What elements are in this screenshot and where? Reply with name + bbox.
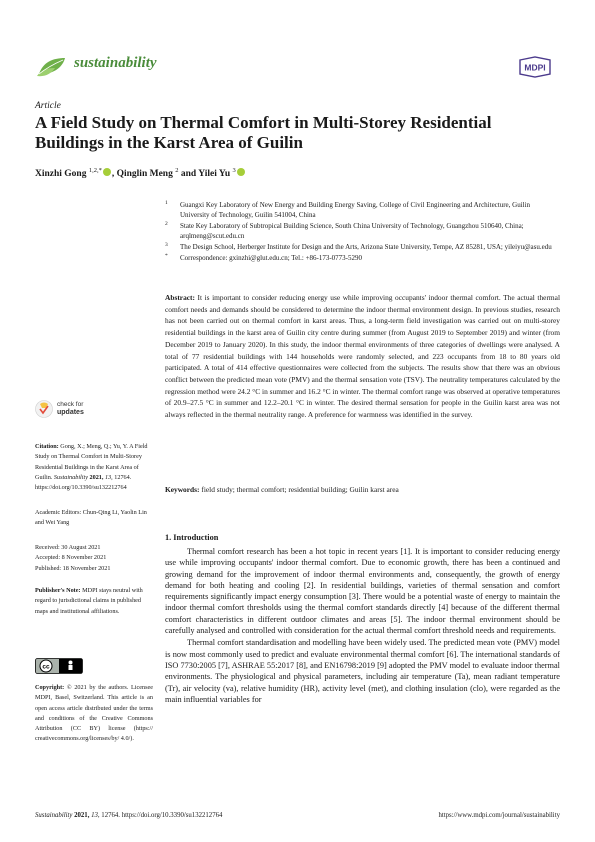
publisher-note xyxy=(35,586,153,617)
published-date: Published: 18 November 2021 xyxy=(35,564,111,572)
body-paragraph: Thermal comfort standardisation and modelling have been widely used. The predicted mean vote (PMV) model is now most commonly used to predict and evaluate environmental thermal comfort [6]. The international standards of ISO 7730:2005 [7], ASHRAE 55:2017 [8], and EN16798:2019 [9] adopted the PMV model to evaluate indoor thermal environments. The physiological and physical parameters, including air temperature (Ta), mean radiant temperature (Tr), air velocity (va), relative humidity (HR), activity level (met), and clothing insulation (clo), were regarded as the main influential variables for xyxy=(165,638,560,704)
citation-text: Gong, X.; Meng, Q.; Yu, Y. A Field Study on Thermal Comfort in Multi-Storey Residential Buildings in the Karst Area of Guilin. xyxy=(35,443,148,481)
author-affiliation-mark: 2 xyxy=(175,167,179,174)
check-for-updates-button[interactable] xyxy=(35,398,125,422)
citation-doi[interactable]: 12764. https://doi.org/10.3390/su132212764 xyxy=(35,473,132,492)
affiliation-number: 3 xyxy=(165,242,168,248)
citation-label: Citation: xyxy=(35,443,59,450)
check-updates-label-bold: updates xyxy=(57,409,84,416)
mdpi-logo-text: MDPI xyxy=(524,62,546,73)
footer-doi[interactable]: 12764. https://doi.org/10.3390/su132212764 xyxy=(101,812,223,819)
copyright-label: Copyright: xyxy=(35,684,65,691)
correspondence-text: Correspondence: gxinzhi@glut.edu.cn; Tel.: +86-173-0773-5290 xyxy=(180,254,363,262)
journal-logo-icon xyxy=(35,52,69,80)
mdpi-logo-icon xyxy=(516,56,554,78)
footer-year: 2021, xyxy=(74,812,90,819)
footer-volume: 13, xyxy=(91,812,100,819)
author-name[interactable]: Qinglin Meng xyxy=(116,169,173,180)
citation-journal: Sustainability xyxy=(53,473,88,481)
check-updates-label: check for xyxy=(57,401,84,408)
affiliation-text: Guangxi Key Laboratory of New Energy and Building Energy Saving, College of Civil Engineering and Architecture, Guilin University of Technology, Guilin 541004, China xyxy=(180,201,531,219)
footer-journal: Sustainability xyxy=(35,812,73,819)
accepted-date: Accepted: 8 November 2021 xyxy=(35,554,107,562)
abstract xyxy=(165,292,560,421)
academic-editors: Academic Editors: Chun-Qing Li, Yaolin Lin and Wei Yang xyxy=(35,509,147,527)
author-affiliation-mark: 3 xyxy=(232,167,236,174)
abstract-label: Abstract: xyxy=(165,293,195,302)
affiliation-text: The Design School, Herberger Institute for Design and the Arts, Arizona State University, Tempe, AZ 85281, USA; yileiyu@asu.edu xyxy=(180,243,552,251)
citation-block xyxy=(35,442,153,493)
orcid-icon[interactable] xyxy=(103,168,111,176)
publisher-note-text: MDPI stays neutral with regard to jurisdictional claims in published maps and institutional affiliations. xyxy=(35,587,143,615)
article-type: Article xyxy=(35,101,61,111)
footer-journal-url[interactable]: https://www.mdpi.com/journal/sustainability xyxy=(438,812,560,819)
orcid-icon[interactable] xyxy=(237,168,245,176)
affiliations xyxy=(165,200,560,264)
author-list: Xinzhi Gong $^{1,2,*}$ , Qinglin Meng $^2$ and Yilei Yu $^3$ xyxy=(35,167,246,179)
section-heading: 1. Introduction xyxy=(165,533,219,542)
affiliation-number: 1 xyxy=(165,200,168,206)
page-title: A Field Study on Thermal Comfort in Multi-Storey Residential Buildings in the Karst Area of Guilin xyxy=(35,113,492,152)
copyright-text: © 2021 by the authors. Licensee MDPI, Basel, Switzerland. This article is an open access article distributed under the terms and conditions of the Creative Commons Attribution (CC BY) license (https:// creativecommons.org/licenses/by/ 4.0/). xyxy=(35,684,153,743)
keywords-label: Keywords: xyxy=(165,485,200,494)
journal-name: sustainability xyxy=(74,55,157,71)
affiliation-text: State Key Laboratory of Subtropical Building Science, South China University of Technology, Guangzhou 510640, China; arqlmeng@scut.edu.cn xyxy=(180,222,524,240)
affiliation-item xyxy=(165,242,560,252)
abstract-text: It is important to consider reducing energy use while improving occupants' indoor thermal comfort. The actual thermal comfort needs and demands should be considered to determine the indoor thermal environment design. In previous studies, research has not been carried out on thermal comfort in karst areas. Thus, a long-term field investigation was carried out on multi-storey residential buildings in the karst area of Guilin city centre during summer (from August 2019 to September 2019) and winter (from December 2019 to January 2020). In this study, the indoor thermal environments of three categories of dwellings were analysed. A total of 77 residential buildings with 144 households were randomly selected, and 223 occupants from 18 to 80 years old participated. A total of 414 effective questionnaires were collected from the subjects. The results show that there was an obvious conflict between the predicted mean vote (PMV) and the thermal sensation vote (TSV). The neutrality temperatures calculated by the regression method were 24.2 °C in summer and 16.2 °C in winter. The thermal comfort range was observed at operative temperatures of 20.9–27.5 °C in summer and 12.2–20.1 °C in winter. The desired thermal sensation for people in the Guilin karst area was not always reflected in the thermal neutrality range. A preference for warmness was identified in the survey. xyxy=(165,293,560,420)
authors-conjunction: and xyxy=(180,169,197,180)
body-text xyxy=(165,546,560,705)
affiliation-number: 2 xyxy=(165,221,168,227)
citation-volume: 13, xyxy=(104,473,113,481)
author-name[interactable]: Yilei Yu xyxy=(198,169,231,180)
dates-block xyxy=(35,543,153,574)
copyright-block xyxy=(35,683,153,745)
cc-logo-text: cc xyxy=(42,663,50,671)
cc-by-license-icon[interactable] xyxy=(35,658,83,674)
check-updates-icon xyxy=(35,400,53,418)
correspondence xyxy=(165,253,560,263)
affiliation-item xyxy=(165,221,560,241)
citation-year: 2021, xyxy=(89,473,104,481)
affiliation-item xyxy=(165,200,560,220)
author-affiliation-mark: 1,2,* xyxy=(88,167,102,174)
publisher-note-label: Publisher's Note: xyxy=(35,587,81,594)
keywords xyxy=(165,484,560,495)
received-date: Received: 30 August 2021 xyxy=(35,544,101,551)
keywords-text: field study; thermal comfort; residential building; Guilin karst area xyxy=(201,485,399,494)
footer-citation xyxy=(35,812,222,819)
affiliation-number: * xyxy=(165,253,168,259)
author-name[interactable]: Xinzhi Gong xyxy=(35,169,87,180)
body-paragraph: Thermal comfort research has been a hot topic in recent years [1]. It is important to consider reducing energy use while improving occupants' indoor thermal comfort. Due to economic growth, there has been a continued and growing demand for the improvement of indoor thermal environments and, consequently, the growth of energy demand for both heating and cooling [2]. In residential buildings, varieties of thermal sensation and comfort requirements significantly impact energy consumption [3]. There would be a potential waste of energy to maintain the indoor thermal comfort thresholds using the thermal comfort standards directly [4] because of the different thermal comfort characteristics in different outdoor climates and areas [5]. The indoor thermal environment should be carefully analysed and controlled with consideration for the actual thermal comfort threshold needs and requirements. xyxy=(165,547,560,636)
